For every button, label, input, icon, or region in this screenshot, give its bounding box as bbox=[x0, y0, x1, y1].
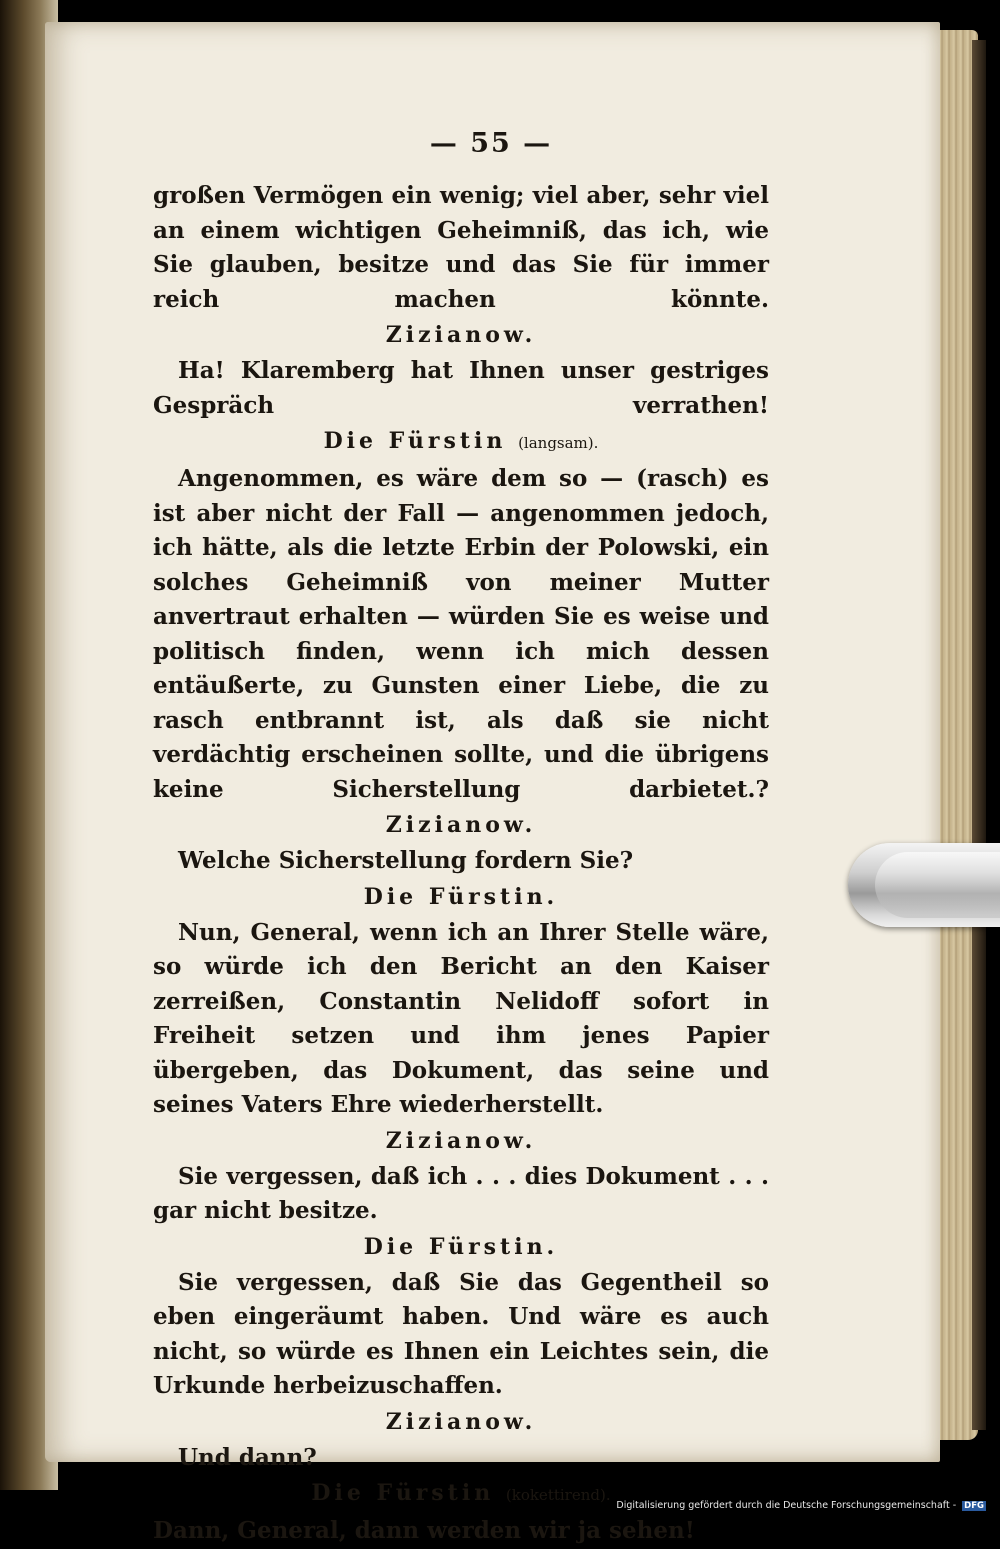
dialogue-paragraph: Welche Sicherstellung fordern Sie? bbox=[178, 847, 634, 874]
speaker-heading bbox=[153, 879, 769, 916]
speaker-name: Die Fürstin. bbox=[363, 883, 559, 910]
stage-direction: (kokettirend). bbox=[505, 1486, 611, 1504]
speaker-heading bbox=[153, 807, 769, 844]
page-clip-highlight bbox=[875, 852, 1000, 918]
stage-direction: (langsam). bbox=[518, 434, 599, 452]
dialogue-paragraph: Dann, General, dann werden wir ja sehen! bbox=[153, 1517, 695, 1544]
speaker-name: Zizianow. bbox=[385, 812, 537, 838]
speaker-name: Die Fürstin bbox=[311, 1480, 495, 1506]
book-cover-edge bbox=[972, 40, 986, 1430]
speaker-heading bbox=[153, 317, 769, 354]
dialogue-paragraph: Sie vergessen, daß ich . . . dies Dokument . . . gar nicht besitze. bbox=[153, 1162, 769, 1224]
speaker-name: Zizianow. bbox=[385, 322, 537, 348]
digitization-footer bbox=[616, 1500, 986, 1511]
dialogue-paragraph: Angenommen, es wäre dem so — (rasch) es ist aber nicht der Fall — angenommen jedoch, ich hätte, als die letzte Erbin der Polowski, ein solches Geheimniß von meiner Mutter anvertraut erhalten — würden Sie es weise und politisch finden, wenn ich mich dessen entäußerte, zu Gunsten einer Liebe, die zu rasch entbrannt ist, als daß sie nicht verdächtig erscheinen sollte, und die übrigens keine Sicherstellung darbietet.? bbox=[153, 465, 769, 803]
dialogue-paragraph: Und dann? bbox=[178, 1443, 317, 1471]
paragraph-continuation: großen Vermögen ein wenig; viel aber, sehr viel an einem wichtigen Geheimniß, das ich, wie Sie glauben, besitze und das Sie für immer reich machen könnte. bbox=[153, 182, 769, 313]
dialogue-paragraph: Nun, General, wenn ich an Ihrer Stelle wäre, so würde ich den Bericht an den Kaiser zerreißen, Constantin Nelidoff sofort in Freiheit setzen und ihm jenes Papier übergeben, das Dokument, das seine und seines Vaters Ehre wiederherstellt. bbox=[153, 918, 769, 1118]
speaker-name: Zizianow. bbox=[385, 1408, 537, 1435]
speaker-name: Die Fürstin. bbox=[363, 1233, 559, 1260]
speaker-heading bbox=[153, 1404, 769, 1441]
speaker-name: Die Fürstin bbox=[323, 428, 507, 454]
dfg-logo: DFG bbox=[964, 1501, 984, 1511]
speaker-heading bbox=[153, 423, 769, 462]
speaker-name: Zizianow. bbox=[385, 1127, 537, 1154]
dialogue-paragraph: Sie vergessen, daß Sie das Gegentheil so eben eingeräumt haben. Und wäre es auch nicht, so würde es Ihnen ein Leichtes sein, die Urkunde herbeizuschaffen. bbox=[153, 1268, 769, 1399]
page-text bbox=[153, 128, 769, 1549]
speaker-heading bbox=[153, 1123, 769, 1160]
page-number: — 55 — bbox=[429, 128, 553, 159]
dialogue-paragraph: Ha! Klaremberg hat Ihnen unser gestriges Gespräch verrathen! bbox=[153, 357, 769, 419]
footer-text: Digitalisierung gefördert durch die Deutsche Forschungsgemeinschaft - bbox=[616, 1500, 957, 1511]
speaker-heading bbox=[153, 1229, 769, 1266]
